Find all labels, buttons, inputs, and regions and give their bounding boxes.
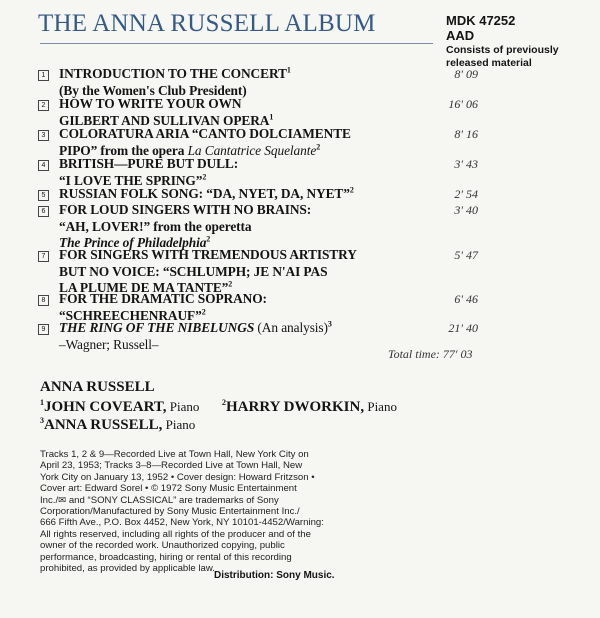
track-title-line: BRITISH—PURE BUT DULL: (59, 156, 239, 171)
track-duration: 2' 54 (454, 187, 478, 201)
track-duration: 6' 46 (454, 292, 478, 306)
distribution-note: Distribution: Sony Music. (214, 570, 335, 581)
track-duration: 3' 43 (454, 157, 478, 171)
credits-line: owner of the recorded work. Unauthorized copying, public (40, 540, 285, 552)
track-number-box: 6 (38, 206, 49, 217)
track-number-box: 3 (38, 130, 49, 141)
title-rule (40, 43, 433, 44)
track-title-line: The Prince of Philadelphia$^2$ (59, 234, 211, 250)
track-number-box: 4 (38, 160, 49, 171)
track-title-line: “SCHREECHENRAUF”$^2$ (59, 307, 206, 323)
track-duration: 8' 09 (454, 67, 478, 81)
track-title-line: THE RING OF THE NIBELUNGS (An analysis)$^3$ (59, 319, 332, 335)
catalog-block (446, 13, 515, 43)
track-title-line: FOR SINGERS WITH TREMENDOUS ARTISTRY (59, 247, 357, 262)
track-duration: 3' 40 (454, 203, 478, 217)
track-number-box: 1 (38, 70, 49, 81)
credits-line: York City on January 13, 1952 • Cover design: Howard Fritzson • (40, 471, 315, 483)
track-title (59, 126, 351, 159)
track-title (59, 96, 273, 129)
credits-line: performance, broadcasting, hiring or rental of this recording (40, 551, 292, 563)
track-composer: –Wagner; Russell– (59, 336, 159, 352)
credits-line: prohibited, as provided by applicable law. (40, 563, 215, 575)
track-title (59, 66, 291, 99)
track-title (59, 202, 311, 252)
track-title-line: FOR LOUD SINGERS WITH NO BRAINS: (59, 202, 312, 217)
performer-1: $^1$JOHN COVEART, Piano (40, 398, 200, 415)
track-title-line: FOR THE DRAMATIC SOPRANO: (59, 291, 267, 306)
total-time: Total time: 77' 03 (388, 347, 473, 361)
track-title-line: “I LOVE THE SPRING”$^2$ (59, 172, 207, 188)
track-number-box: 7 (38, 251, 49, 262)
track-title-line: INTRODUCTION TO THE CONCERT$^1$ (59, 65, 291, 81)
track-title-line: GILBERT AND SULLIVAN OPERA$^1$ (59, 112, 274, 128)
recording-code: AAD (446, 28, 475, 43)
credits-line: Tracks 1, 2 & 9—Recorded Live at Town Hall, New York City on (40, 449, 309, 460)
credits-line: Corporation/Manufactured by Sony Music Entertainment Inc./ (40, 506, 300, 518)
track-title-line: RUSSIAN FOLK SONG: “DA, NYET, DA, NYET”$^2$ (59, 185, 354, 201)
track-title-line: COLORATURA ARIA “CANTO DOLCIAMENTE (59, 126, 351, 141)
credits-line: All rights reserved, including all rights of the producer and of the (40, 528, 311, 540)
credits-line: April 23, 1953; Tracks 3–8—Recorded Live at Town Hall, New (40, 460, 303, 472)
track-title-line: (By the Women's Club President) (59, 82, 247, 98)
track-title (59, 247, 357, 297)
track-number-box: 2 (38, 100, 49, 111)
album-title: THE ANNA RUSSELL ALBUM (38, 10, 376, 37)
material-note-line-2: released material (446, 56, 532, 69)
credits-text (40, 449, 370, 574)
credits-line: 666 Fifth Ave., P.O. Box 4452, New York, NY 10101-4452/Warning: (40, 517, 324, 529)
track-number-box: 5 (38, 190, 49, 201)
track-title-line: BUT NO VOICE: “SCHLUMPH; JE N'AI PAS (59, 263, 328, 279)
track-title (59, 156, 238, 189)
track-title-line: HOW TO WRITE YOUR OWN (59, 96, 242, 111)
credits-line: Inc./✉ and “SONY CLASSICAL” are trademarks of Sony (40, 494, 279, 506)
track-number-box: 8 (38, 295, 49, 306)
track-title-line: “AH, LOVER!” from the operetta (59, 218, 252, 234)
track-duration: 8' 16 (454, 127, 478, 141)
track-title-line: LA PLUME DE MA TANTE”$^2$ (59, 279, 233, 295)
track-title (59, 320, 332, 353)
main-performer: ANNA RUSSELL (40, 379, 155, 395)
track-duration: 5' 47 (454, 248, 478, 262)
track-title (59, 186, 354, 203)
track-duration: 16' 06 (448, 97, 478, 111)
performer-3: $^3$ANNA RUSSELL, Piano (40, 416, 196, 433)
track-duration: 21' 40 (448, 321, 478, 335)
track-number-box: 9 (38, 324, 49, 335)
credits-line: Cover art: Edward Sorel • © 1972 Sony Music Entertainment (40, 483, 297, 495)
track-title-line: PIPO” from the opera La Cantatrice Squelante$^2$ (59, 142, 321, 158)
material-note-line-1: Consists of previously (446, 44, 559, 56)
performer-2: $^2$HARRY DWORKIN, Piano (222, 398, 397, 415)
catalog-number: MDK 47252 (446, 13, 516, 28)
